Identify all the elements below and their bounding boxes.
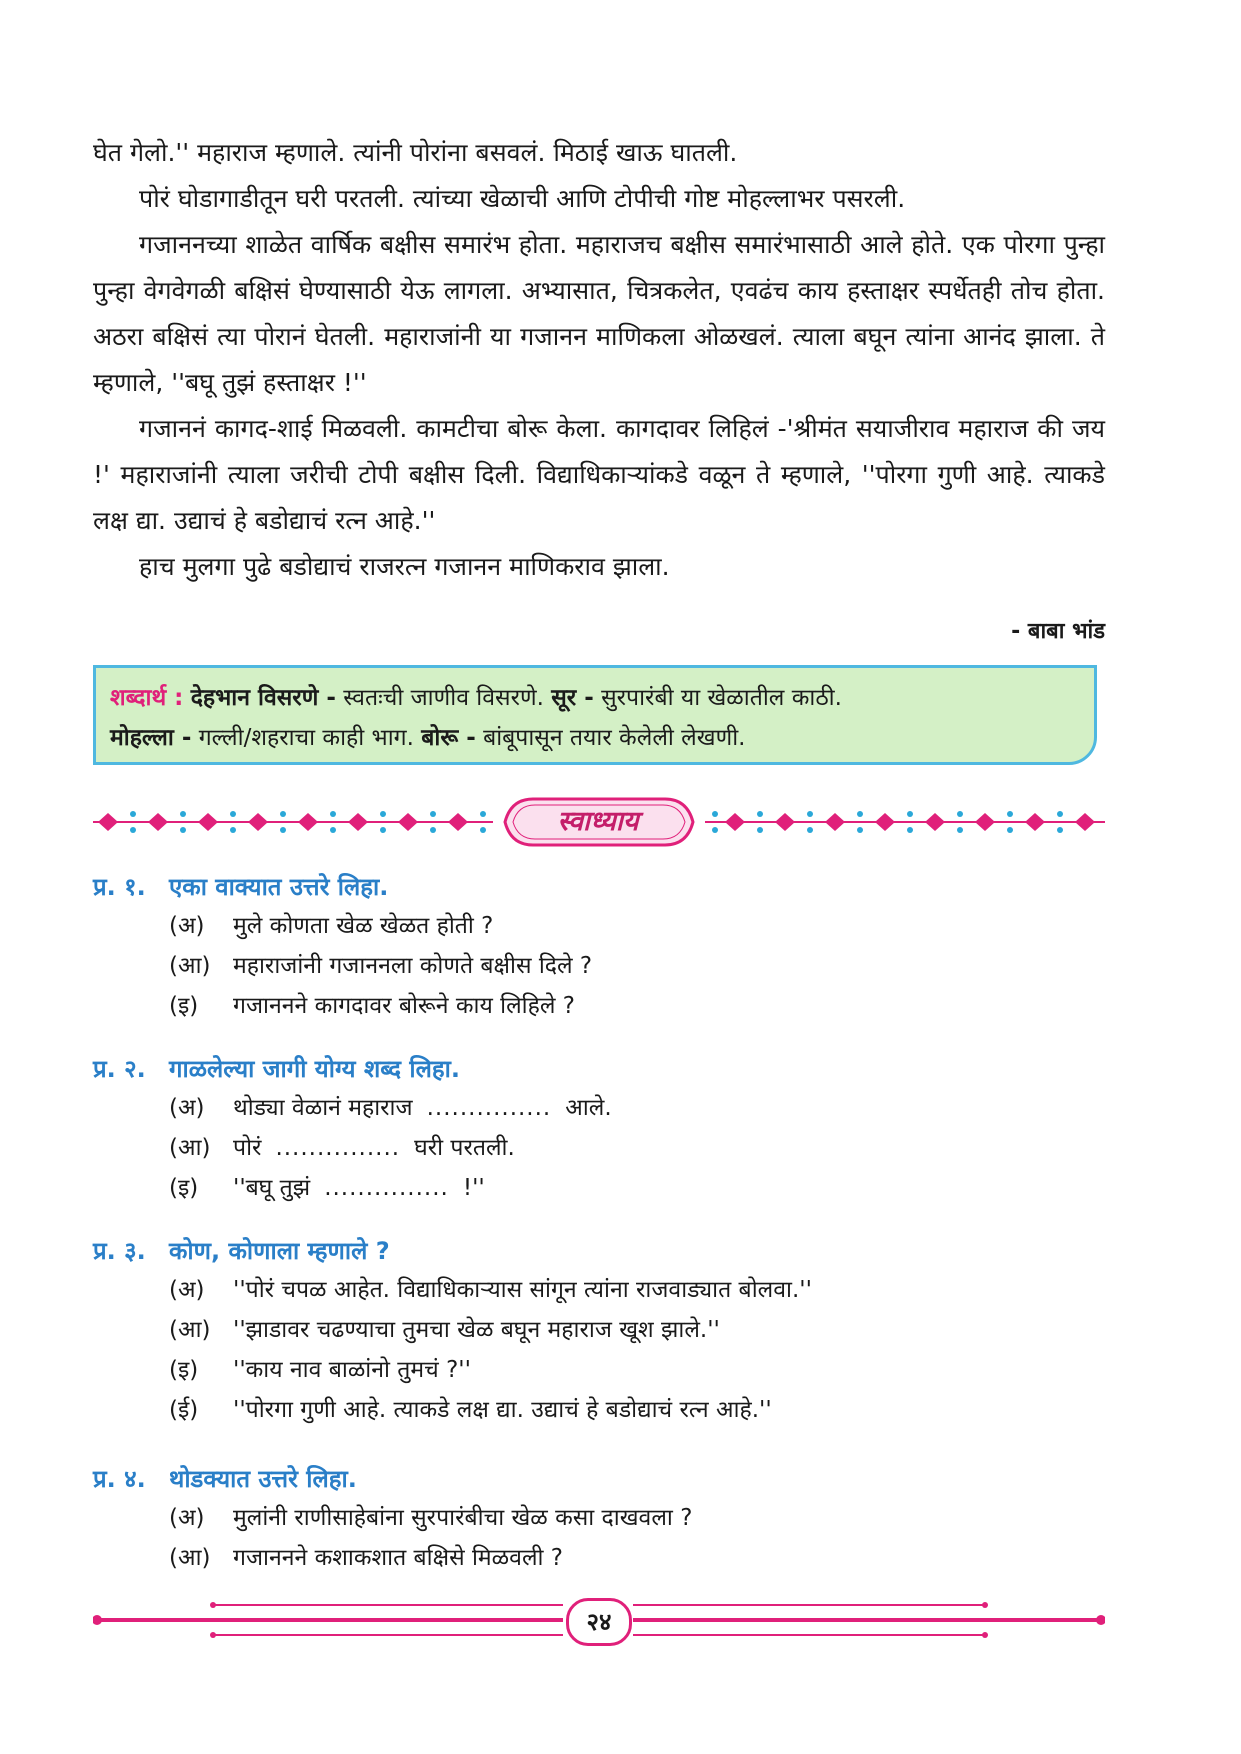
glossary-heading: शब्दार्थ : [110, 685, 184, 711]
item-label: (इ) [169, 1357, 199, 1383]
question-heading [93, 1050, 1105, 1088]
question-item [93, 1088, 1105, 1128]
item-label: (अ) [169, 1505, 205, 1531]
story-paragraph: गजाननं कागद-शाई मिळवली. कामटीचा बोरू केला. कागदावर लिहिलं -'श्रीमंत सयाजीराव महाराज की जय !' महाराजांनी त्याला जरीची टोपी बक्षीस दिली. विद्याधिकाऱ्यांकडे वळून ते म्हणाले, ''पोरगा गुणी आहे. त्याकडे लक्ष द्या. उद्याचं हे बडोद्याचं रत्न आहे.'' [93, 414, 1105, 535]
item-label: (इ) [169, 1175, 199, 1201]
question-2 [93, 1050, 1105, 1208]
glossary-term: सूर - [551, 685, 594, 711]
story-text [93, 130, 1105, 590]
item-text: थोड्या वेळानं महाराज [233, 1095, 413, 1121]
fill-blank: ............... [324, 1175, 449, 1201]
question-item [93, 986, 1105, 1026]
glossary-term: बोरू - [421, 725, 476, 751]
page-number: २४ [566, 1598, 632, 1646]
question-item [93, 1538, 1105, 1578]
question-number: प्र. ४. [93, 1465, 146, 1493]
author-name: - बाबा भांड [1011, 619, 1105, 644]
story-paragraph: घेत गेलो.'' महाराज म्हणाले. त्यांनी पोरांना बसवलं. मिठाई खाऊ घातली. [93, 138, 738, 167]
question-3 [93, 1232, 1105, 1430]
item-text: गजाननने कशाकशात बक्षिसे मिळवली ? [233, 1545, 564, 1571]
question-title: कोण, कोणाला म्हणाले ? [169, 1237, 390, 1265]
item-label: (अ) [169, 913, 205, 939]
glossary-term: देहभान विसरणे - [190, 685, 336, 711]
item-text: घरी परतली. [414, 1135, 515, 1161]
item-text: ''बघू तुझं [233, 1175, 311, 1201]
item-label: (अ) [169, 1277, 205, 1303]
item-label: (आ) [169, 1545, 211, 1571]
question-4 [93, 1460, 1105, 1578]
fill-blank: ............... [275, 1135, 401, 1161]
item-text: !'' [462, 1175, 485, 1201]
glossary-meaning: स्वतःची जाणीव विसरणे. [343, 685, 544, 711]
glossary-meaning: सुरपारंबी या खेळातील काठी. [601, 685, 842, 711]
glossary-box [93, 665, 1097, 765]
question-item [93, 1168, 1105, 1208]
glossary-line-1 [110, 678, 1080, 718]
question-title: थोडक्यात उत्तरे लिहा. [169, 1465, 357, 1493]
question-number: प्र. २. [93, 1055, 146, 1083]
question-title: गाळलेल्या जागी योग्य शब्द लिहा. [169, 1055, 460, 1083]
item-text: महाराजांनी गजाननला कोणते बक्षीस दिले ? [233, 953, 593, 979]
item-text: ''झाडावर चढण्याचा तुमचा खेळ बघून महाराज खूश झाले.'' [233, 1317, 720, 1343]
section-banner [93, 795, 1105, 849]
question-heading [93, 1232, 1105, 1270]
question-1 [93, 868, 1105, 1026]
question-number: प्र. १. [93, 873, 146, 901]
section-title: स्वाध्याय [557, 806, 639, 837]
glossary-meaning: गल्ली/शहराचा काही भाग. [198, 725, 414, 751]
question-title: एका वाक्यात उत्तरे लिहा. [169, 873, 389, 901]
question-item [93, 1270, 1105, 1310]
story-paragraph: गजाननच्या शाळेत वार्षिक बक्षीस समारंभ होता. महाराजच बक्षीस समारंभासाठी आले होते. एक पोरगा पुन्हा पुन्हा वेगवेगळी बक्षिसं घेण्यासाठी येऊ लागला. अभ्यासात, चित्रकलेत, एवढंच काय हस्ताक्षर स्पर्धेतही तोच होता. अठरा बक्षिसं त्या पोरानं घेतली. महाराजांनी या गजानन माणिकला ओळखलं. त्याला बघून त्यांना आनंद झाला. ते म्हणाले, ''बघू तुझं हस्ताक्षर !'' [93, 230, 1105, 397]
glossary-line-2 [110, 718, 1080, 758]
question-item [93, 1350, 1105, 1390]
item-text: ''काय नाव बाळांनो तुमचं ?'' [233, 1357, 471, 1383]
item-text: आले. [565, 1095, 612, 1121]
question-item [93, 906, 1105, 946]
glossary-meaning: बांबूपासून तयार केलेली लेखणी. [483, 725, 746, 751]
story-paragraph: पोरं घोडागाडीतून घरी परतली. त्यांच्या खेळाची आणि टोपीची गोष्ट मोहल्लाभर पसरली. [139, 184, 906, 213]
item-text: गजाननने कागदावर बोरूने काय लिहिले ? [233, 993, 575, 1019]
item-label: (इ) [169, 993, 199, 1019]
question-item [93, 946, 1105, 986]
item-text: पोरं [233, 1135, 262, 1161]
question-item [93, 1310, 1105, 1350]
item-text: ''पोरं चपळ आहेत. विद्याधिकाऱ्यास सांगून त्यांना राजवाड्यात बोलवा.'' [233, 1277, 812, 1303]
item-label: (ई) [169, 1397, 199, 1423]
fill-blank: ............... [426, 1095, 552, 1121]
page-footer [93, 1595, 1105, 1645]
story-paragraph: हाच मुलगा पुढे बडोद्याचं राजरत्न गजानन माणिकराव झाला. [139, 552, 670, 581]
question-number: प्र. ३. [93, 1237, 146, 1265]
item-label: (आ) [169, 953, 211, 979]
glossary-term: मोहल्ला - [110, 725, 192, 751]
item-label: (अ) [169, 1095, 205, 1121]
item-label: (आ) [169, 1135, 211, 1161]
question-item [93, 1390, 1105, 1430]
question-heading [93, 1460, 1105, 1498]
item-text: मुले कोणता खेळ खेळत होती ? [233, 913, 494, 939]
item-label: (आ) [169, 1317, 211, 1343]
question-heading [93, 868, 1105, 906]
question-item [93, 1128, 1105, 1168]
item-text: ''पोरगा गुणी आहे. त्याकडे लक्ष द्या. उद्याचं हे बडोद्याचं रत्न आहे.'' [233, 1397, 772, 1423]
question-item [93, 1498, 1105, 1538]
item-text: मुलांनी राणीसाहेबांना सुरपारंबीचा खेळ कसा दाखवला ? [233, 1505, 693, 1531]
